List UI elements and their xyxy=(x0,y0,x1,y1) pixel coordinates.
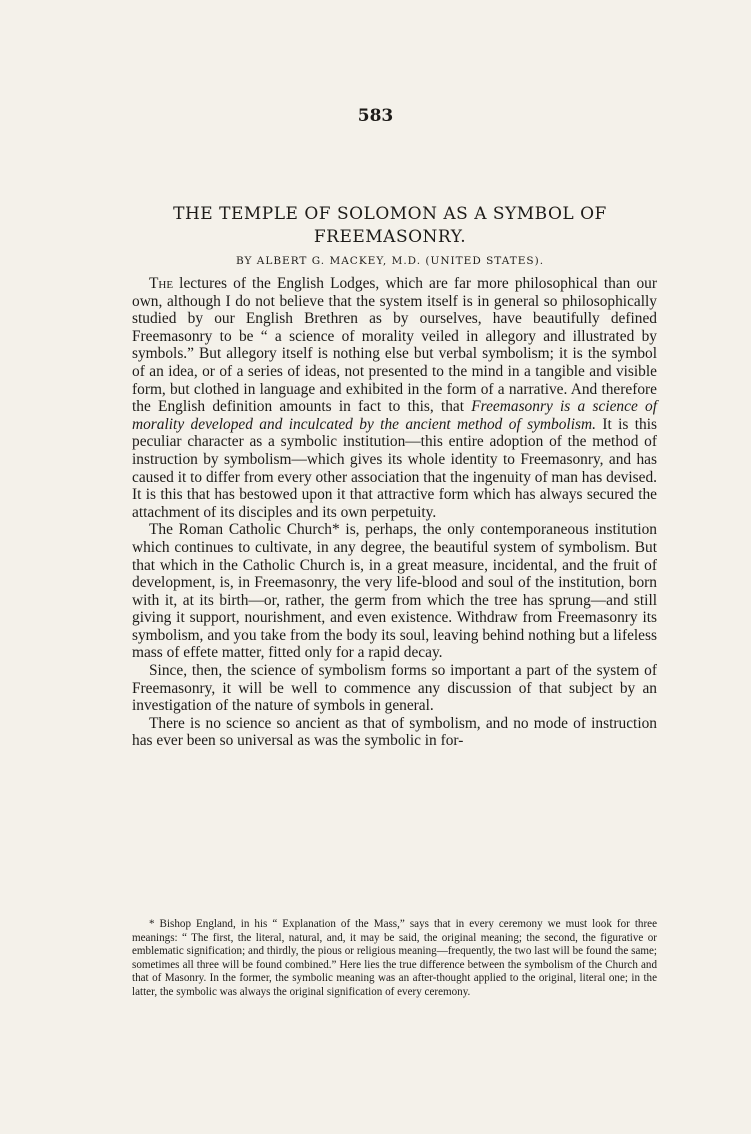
footnote xyxy=(132,918,657,1000)
title-line-1: THE TEMPLE OF SOLOMON AS A SYMBOL OF xyxy=(173,204,607,224)
page-number: 583 xyxy=(357,106,394,126)
paragraph-2: The Roman Catholic Church* is, perhaps, the only contemporaneous institution which continues to cultivate, in any degree, the beautiful system of symbolism. But that which in the Catholic Church is, in a great measure, incidental, and the fruit of development, is, in Freemasonry, the very life-blood and soul of the institution, born with it, at its birth—or, rather, the germ from which the tree has sprung—and still giving it support, nourishment, and even existence. Withdraw from Freemasonry its symbolism, and you take from the body its soul, leaving behind nothing but a lifeless mass of effete matter, fitted only for a rapid decay. xyxy=(132,521,657,662)
article-title xyxy=(120,203,660,249)
paragraph-1-text-b: It is this peculiar character as a symbolic institution—this entire adoption of the method of instruction by symbolism—which gives its whole identity to Freemasonry, and has caused it to differ from every other association that the ingenuity of man has devised. It is this that has bestowed upon it that attractive form which has always secured the attachment of its disciples and its own perpetuity. xyxy=(132,415,657,521)
author-byline: BY ALBERT G. MACKEY, M.D. (UNITED STATES). xyxy=(235,255,545,267)
title-line-2: FREEMASONRY. xyxy=(313,227,467,247)
paragraph-1 xyxy=(132,275,657,521)
paragraph-1-text-a: lectures of the English Lodges, which are far more philosophical than our own, although I do not believe that the system itself is in general so philosophically studied by our English Brethren as by ourselves, have beautifully defined Freemasonry to be “ a science of morality veiled in allegory and illustrated by symbols.” But allegory itself is nothing else but verbal symbolism; it is the symbol of an idea, or of a series of ideas, not presented to the mind in a tangible and visible form, but clothed in language and exhibited in the form of a narrative. And therefore the English definition amounts in fact to this, that xyxy=(132,275,657,416)
footnote-text: * Bishop England, in his “ Explanation of the Mass,” says that in every ceremony we must look for three meanings: “ The first, the literal, natural, and, it may be said, the original meaning; the second, the figurative or emblematic signification; and thirdly, the pious or religious meaning—frequently, the two last will be found the same; sometimes all three will be found combined.” Here lies the true difference between the symbolism of the Church and that of Masonry. In the former, the symbolic meaning was an after-thought applied to the original, literal one; in the latter, the symbolic was always the original signification of every ceremony. xyxy=(132,918,657,998)
article-body xyxy=(132,275,657,750)
paragraph-3: Since, then, the science of symbolism forms so important a part of the system of Freemasonry, it will be well to commence any discussion of that subject by an investigation of the nature of symbols in general. xyxy=(132,662,657,715)
paragraph-1-italic-definition: Freemasonry is a science of morality developed and inculcated by the ancient method of symbolism. xyxy=(132,398,658,433)
paragraph-4: There is no science so ancient as that of symbolism, and no mode of instruction has ever been so universal as was the symbolic in for- xyxy=(132,714,657,750)
paragraph-1-opening-word: The xyxy=(149,275,174,292)
